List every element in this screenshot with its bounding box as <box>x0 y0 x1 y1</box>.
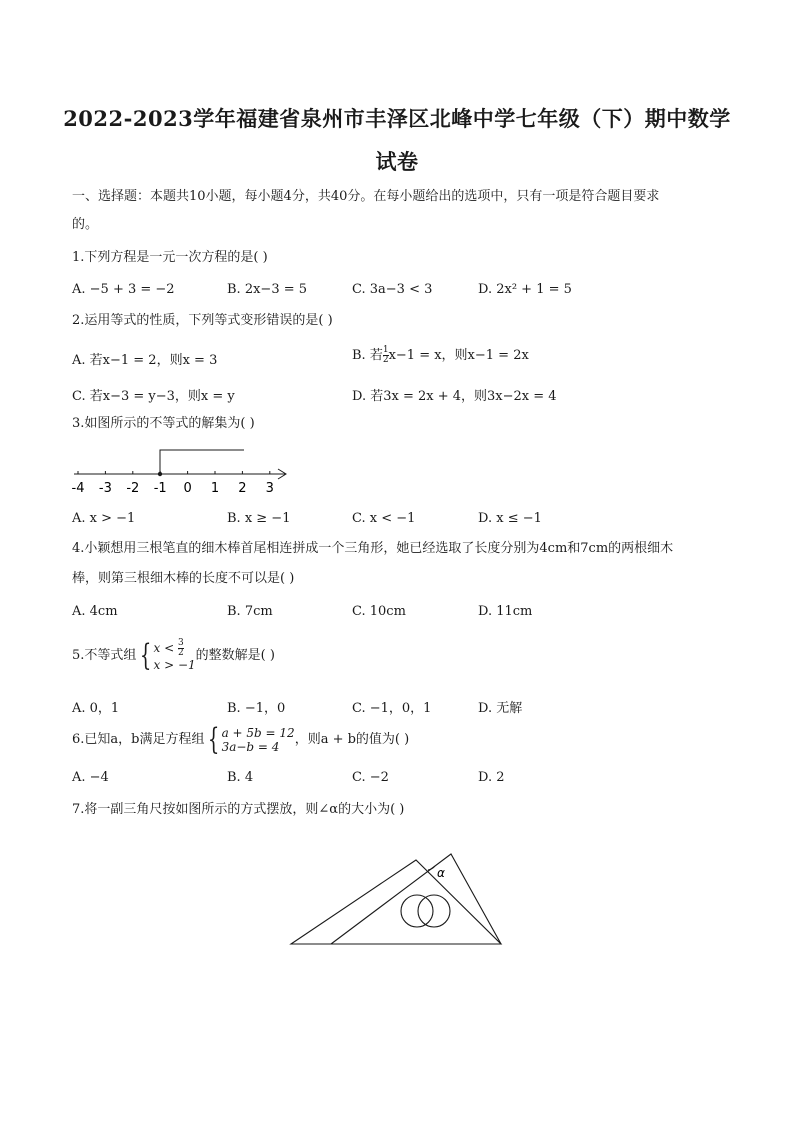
q4-option-c: C. 10cm <box>352 604 406 619</box>
q4-option-d: D. 11cm <box>478 604 533 619</box>
q4-option-a: A. 4cm <box>72 604 118 619</box>
ruler-hole-circle-2 <box>418 895 450 927</box>
q2-option-a: A. 若x−1 = 2，则x = 3 <box>72 353 218 368</box>
triangle-ruler-small <box>331 854 501 944</box>
question-4-stem-line-1: 4.小颖想用三根笔直的细木棒首尾相连拼成一个三角形，她已经选取了长度分别为4cm和7cm的两根细木 <box>72 541 674 556</box>
q5-option-c: C. −1，0，1 <box>352 701 432 716</box>
question-4-stem-line-2: 棒，则第三根细木棒的长度不可以是( ) <box>72 571 295 586</box>
number-line-figure <box>68 444 298 496</box>
fraction-numerator: 3 <box>177 638 184 648</box>
q5-suffix: 的整数解是( ) <box>195 648 275 663</box>
fraction-denominator: 2 <box>382 355 389 365</box>
number-line-tick-label: -3 <box>98 481 112 496</box>
q1-option-a: A. −5 + 3 = −2 <box>72 282 175 297</box>
q6-option-a: A. −4 <box>72 770 109 785</box>
angle-alpha-label: α <box>437 866 445 880</box>
number-line-tick-label: 3 <box>265 481 274 496</box>
title-line-2: 试卷 <box>375 149 419 174</box>
question-7-stem: 7.将一副三角尺按如图所示的方式摆放，则∠α的大小为( ) <box>72 802 405 817</box>
number-line-tick-label: 0 <box>183 481 192 496</box>
q5-system-line-2: x > −1 <box>153 658 196 672</box>
section-instructions-cont: 的。 <box>72 217 99 232</box>
q5-prefix: 5.不等式组 <box>72 648 137 663</box>
question-5-stem <box>72 634 275 678</box>
number-line-tick-label: -2 <box>126 481 140 496</box>
q5-system-line-1 <box>154 639 196 658</box>
q6-option-b: B. 4 <box>227 770 254 785</box>
q2-option-b-prefix: B. 若 <box>352 348 383 363</box>
ruler-hole-circle-1 <box>401 895 433 927</box>
number-line-tick-label: -1 <box>153 481 167 496</box>
q6-equation-1: a + 5b = 12 <box>221 725 295 740</box>
question-6-stem <box>72 720 409 760</box>
q5-fraction <box>178 639 184 658</box>
title-line-1: 2022-2023学年福建省泉州市丰泽区北峰中学七年级（下）期中数学 <box>63 106 731 131</box>
q1-option-b: B. 2x−3 = 5 <box>227 282 308 297</box>
q4-option-b: B. 7cm <box>227 604 273 619</box>
q3-option-d: D. x ≤ −1 <box>478 511 542 526</box>
question-1-stem: 1.下列方程是一元一次方程的是( ) <box>72 250 268 265</box>
left-brace-icon: { <box>140 637 152 673</box>
q5-inequality-system <box>154 639 196 672</box>
triangle-ruler-large <box>291 860 501 944</box>
q6-option-c: C. −2 <box>352 770 389 785</box>
section-instructions: 一、选择题：本题共10小题，每小题4分，共40分。在每小题给出的选项中，只有一项是符合题目要求 <box>72 189 660 204</box>
solution-ray <box>160 450 244 474</box>
number-line-tick-label: 1 <box>210 481 220 496</box>
q5-option-d: D. 无解 <box>478 701 523 716</box>
q5-option-b: B. −1，0 <box>227 701 286 716</box>
fraction-numerator: 1 <box>382 345 389 355</box>
q5-option-a: A. 0，1 <box>72 701 120 716</box>
q6-option-d: D. 2 <box>478 770 505 785</box>
q2-option-b <box>352 344 529 365</box>
q2-option-c: C. 若x−3 = y−3，则x = y <box>72 389 235 404</box>
q6-equation-2: 3a−b = 4 <box>221 739 280 754</box>
q6-prefix: 6.已知a，b满足方程组 <box>72 732 205 747</box>
q3-option-c: C. x < −1 <box>352 511 416 526</box>
number-line-tick-label: 2 <box>238 481 247 496</box>
triangle-rulers-figure <box>285 850 507 950</box>
q3-option-a: A. x > −1 <box>72 511 136 526</box>
number-line-tick-label: -4 <box>71 481 85 496</box>
number-line-ticks <box>72 471 274 496</box>
q1-option-d: D. 2x² + 1 = 5 <box>478 282 572 297</box>
q3-option-b: B. x ≥ −1 <box>227 511 291 526</box>
q1-option-c: C. 3a−3 < 3 <box>352 282 433 297</box>
left-brace-icon: { <box>208 721 220 757</box>
q6-equation-system <box>222 726 295 754</box>
q6-suffix: ，则a + b的值为( ) <box>294 732 410 747</box>
question-3-stem: 3.如图所示的不等式的解集为( ) <box>72 416 255 431</box>
question-2-stem: 2.运用等式的性质，下列等式变形错误的是( ) <box>72 313 333 328</box>
q2-option-b-suffix: x−1 = x，则x−1 = 2x <box>388 348 529 363</box>
q2-option-d: D. 若3x = 2x + 4，则3x−2x = 4 <box>352 389 557 404</box>
q5-line1-lhs: x < <box>153 641 175 655</box>
fraction-denominator: 2 <box>177 648 184 658</box>
